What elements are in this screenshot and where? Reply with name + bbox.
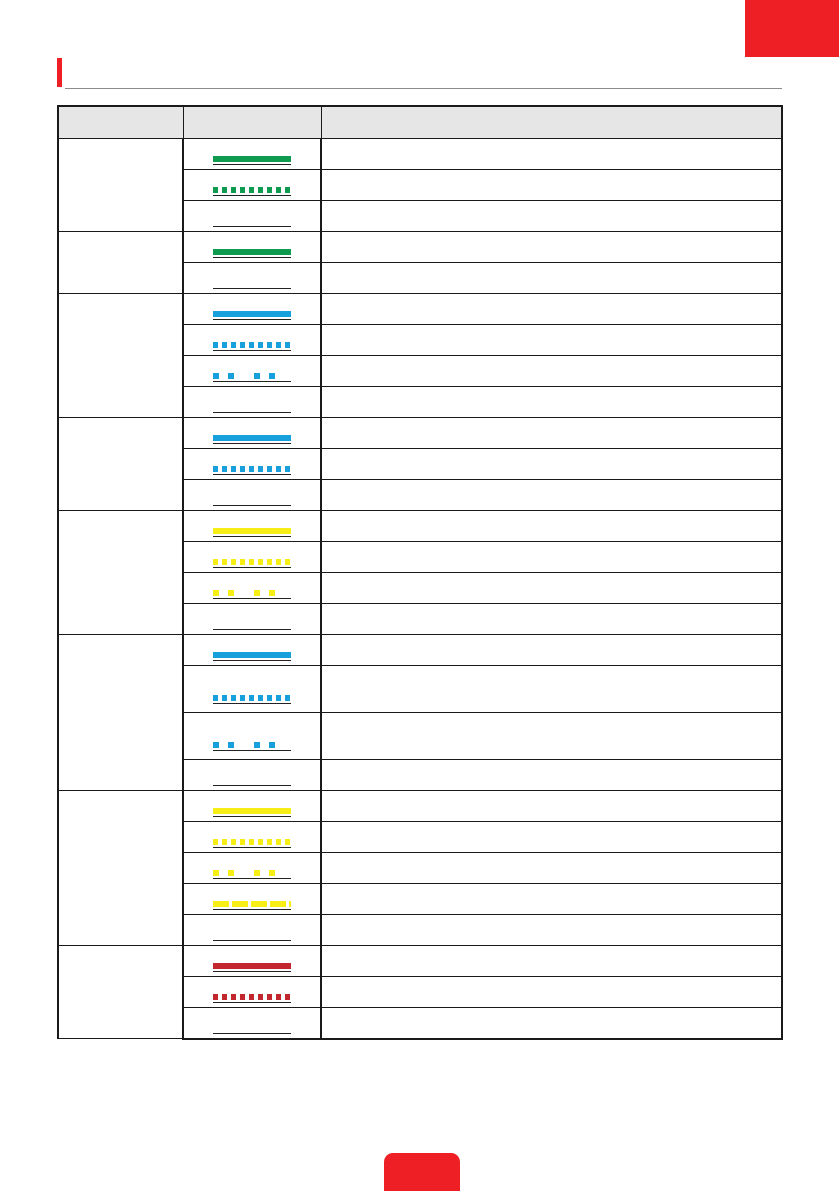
indicator-status-cell: [183, 542, 321, 573]
indicator-description: [321, 170, 782, 201]
indicator-baseline: [213, 1033, 291, 1034]
indicator-status-cell: [183, 853, 321, 884]
indicator-swatch: [213, 695, 291, 704]
indicator-light-bar: [213, 249, 291, 255]
indicator-baseline: [213, 505, 291, 506]
indicator-baseline: [213, 909, 291, 910]
indicator-baseline: [213, 629, 291, 630]
chapter-tab: [745, 0, 839, 57]
indicator-light-bar: [213, 156, 291, 162]
indicator-swatch: [213, 249, 291, 258]
indicator-description: [321, 884, 782, 915]
indicator-group-label: [58, 232, 183, 294]
indicator-status-cell: [183, 387, 321, 418]
indicator-group-label: [58, 511, 183, 635]
indicator-swatch: [213, 280, 291, 289]
indicator-light-bar: [213, 373, 291, 379]
indicator-baseline: [213, 750, 291, 751]
header-description: [321, 106, 782, 139]
indicator-description: [321, 263, 782, 294]
indicator-description: [321, 201, 782, 232]
indicator-swatch: [213, 528, 291, 537]
indicator-description: [321, 915, 782, 946]
indicator-baseline: [213, 971, 291, 972]
indicator-status-cell: [183, 573, 321, 604]
indicator-light-bar: [213, 466, 291, 472]
indicator-swatch: [213, 963, 291, 972]
indicator-swatch: [213, 777, 291, 786]
indicator-description: [321, 449, 782, 480]
indicator-swatch: [213, 497, 291, 506]
header-status: [183, 106, 321, 139]
indicator-swatch: [213, 373, 291, 382]
indicator-light-bar: [213, 528, 291, 534]
indicator-baseline: [213, 878, 291, 879]
indicator-description: [321, 760, 782, 791]
indicator-swatch: [213, 870, 291, 879]
table-row: [58, 635, 782, 666]
indicator-status-cell: [183, 480, 321, 511]
indicator-status-cell: [183, 511, 321, 542]
indicator-status-cell: [183, 977, 321, 1008]
indicator-status-cell: [183, 666, 321, 713]
indicator-swatch: [213, 311, 291, 320]
indicator-swatch: [213, 466, 291, 475]
indicator-light-bar: [213, 742, 291, 748]
indicator-description: [321, 822, 782, 853]
indicator-table: [57, 105, 783, 1040]
indicator-description: [321, 294, 782, 325]
indicator-light-bar: [213, 342, 291, 348]
indicator-light-bar: [213, 187, 291, 193]
indicator-swatch: [213, 621, 291, 630]
indicator-description: [321, 573, 782, 604]
table-header-row: [58, 106, 782, 139]
indicator-status-cell: [183, 139, 321, 170]
indicator-baseline: [213, 288, 291, 289]
indicator-status-cell: [183, 713, 321, 760]
indicator-baseline: [213, 536, 291, 537]
indicator-swatch: [213, 1025, 291, 1034]
indicator-baseline: [213, 598, 291, 599]
indicator-description: [321, 356, 782, 387]
indicator-group-label: [58, 946, 183, 1039]
indicator-status-cell: [183, 635, 321, 666]
indicator-group-label: [58, 791, 183, 946]
indicator-status-cell: [183, 760, 321, 791]
indicator-status-cell: [183, 449, 321, 480]
indicator-status-cell: [183, 822, 321, 853]
indicator-baseline: [213, 940, 291, 941]
indicator-baseline: [213, 816, 291, 817]
indicator-status-cell: [183, 946, 321, 977]
indicator-baseline: [213, 443, 291, 444]
indicator-baseline: [213, 703, 291, 704]
indicator-baseline: [213, 847, 291, 848]
indicator-baseline: [213, 195, 291, 196]
indicator-baseline: [213, 350, 291, 351]
indicator-light-bar: [213, 311, 291, 317]
indicator-description: [321, 791, 782, 822]
indicator-swatch: [213, 342, 291, 351]
indicator-group-label: [58, 139, 183, 232]
table-row: [58, 418, 782, 449]
indicator-description: [321, 1008, 782, 1039]
indicator-swatch: [213, 839, 291, 848]
table-row: [58, 294, 782, 325]
indicator-group-label: [58, 635, 183, 791]
indicator-status-cell: [183, 201, 321, 232]
indicator-swatch: [213, 435, 291, 444]
indicator-description: [321, 325, 782, 356]
indicator-light-bar: [213, 994, 291, 1000]
indicator-description: [321, 666, 782, 713]
indicator-description: [321, 635, 782, 666]
page-number-tab: [384, 1153, 460, 1191]
indicator-description: [321, 511, 782, 542]
indicator-baseline: [213, 381, 291, 382]
indicator-baseline: [213, 164, 291, 165]
indicator-light-bar: [213, 839, 291, 845]
indicator-light-bar: [213, 559, 291, 565]
indicator-baseline: [213, 257, 291, 258]
indicator-status-cell: [183, 884, 321, 915]
indicator-description: [321, 604, 782, 635]
header-indicator: [58, 106, 183, 139]
indicator-baseline: [213, 226, 291, 227]
section-title-accent: [57, 58, 62, 87]
indicator-description: [321, 713, 782, 760]
indicator-description: [321, 387, 782, 418]
indicator-light-bar: [213, 590, 291, 596]
indicator-description: [321, 418, 782, 449]
indicator-status-cell: [183, 1008, 321, 1039]
indicator-swatch: [213, 901, 291, 910]
indicator-baseline: [213, 660, 291, 661]
indicator-light-bar: [213, 963, 291, 969]
indicator-swatch: [213, 187, 291, 196]
indicator-status-cell: [183, 170, 321, 201]
indicator-swatch: [213, 156, 291, 165]
indicator-status-cell: [183, 791, 321, 822]
table-row: [58, 946, 782, 977]
indicator-status-cell: [183, 263, 321, 294]
indicator-description: [321, 139, 782, 170]
table-row: [58, 232, 782, 263]
indicator-group-label: [58, 418, 183, 511]
indicator-swatch: [213, 652, 291, 661]
indicator-status-cell: [183, 294, 321, 325]
indicator-status-cell: [183, 604, 321, 635]
indicator-status-cell: [183, 915, 321, 946]
indicator-description: [321, 542, 782, 573]
section-title-rule: [65, 88, 782, 89]
indicator-light-bar: [213, 652, 291, 658]
indicator-baseline: [213, 319, 291, 320]
table-row: [58, 791, 782, 822]
indicator-swatch: [213, 404, 291, 413]
indicator-swatch: [213, 932, 291, 941]
indicator-light-bar: [213, 695, 291, 701]
table-row: [58, 139, 782, 170]
indicator-light-bar: [213, 870, 291, 876]
indicator-description: [321, 853, 782, 884]
indicator-description: [321, 946, 782, 977]
indicator-status-cell: [183, 232, 321, 263]
indicator-status-cell: [183, 418, 321, 449]
indicator-description: [321, 977, 782, 1008]
indicator-group-label: [58, 294, 183, 418]
indicator-light-bar: [213, 901, 291, 907]
indicator-baseline: [213, 567, 291, 568]
indicator-description: [321, 480, 782, 511]
indicator-swatch: [213, 590, 291, 599]
table-body: [58, 139, 782, 1039]
indicator-baseline: [213, 785, 291, 786]
indicator-swatch: [213, 559, 291, 568]
indicator-swatch: [213, 218, 291, 227]
indicator-light-bar: [213, 808, 291, 814]
indicator-status-cell: [183, 325, 321, 356]
indicator-swatch: [213, 994, 291, 1003]
table-row: [58, 511, 782, 542]
indicator-swatch: [213, 808, 291, 817]
indicator-swatch: [213, 742, 291, 751]
indicator-baseline: [213, 474, 291, 475]
indicator-light-bar: [213, 435, 291, 441]
indicator-baseline: [213, 1002, 291, 1003]
indicator-status-cell: [183, 356, 321, 387]
indicator-baseline: [213, 412, 291, 413]
indicator-description: [321, 232, 782, 263]
